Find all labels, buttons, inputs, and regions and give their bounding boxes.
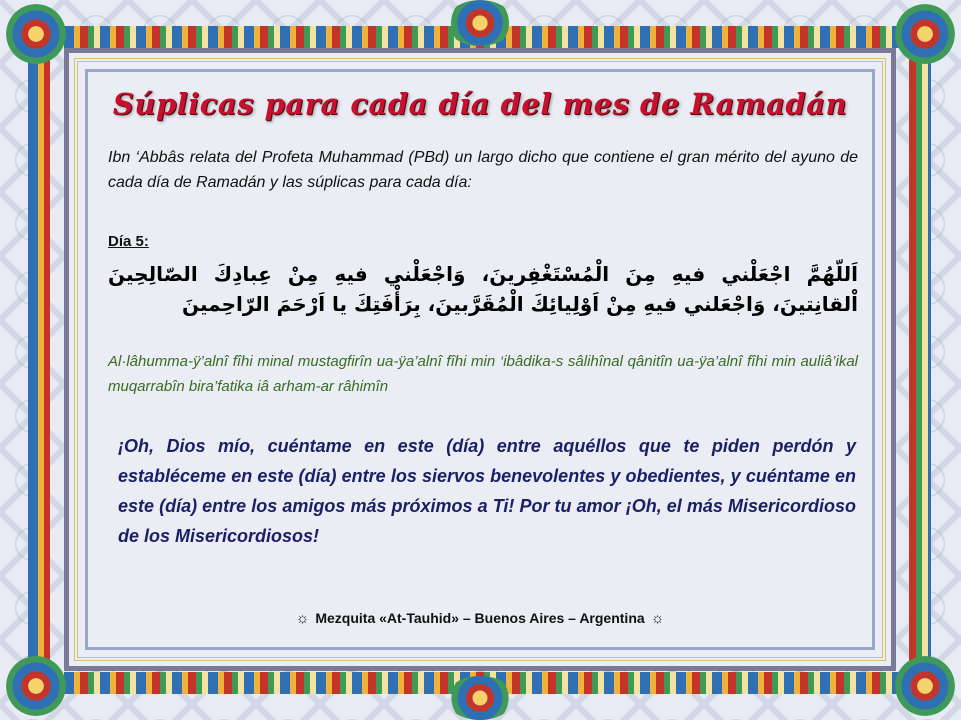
corner-ornament-bottom-left bbox=[6, 656, 66, 716]
corner-ornament-top-right bbox=[895, 4, 955, 64]
transliteration-text: Al·lâhumma-ÿ’alnî fîhi minal mustagfirîn ua-ÿa’alnî fîhi min ‘ibâdika-s sâlihînal qânitîn ua-ÿa’alnî fîhi min auliâ’ikal muqarrabîn bira’fatika iâ arham-ar râhimîn bbox=[108, 353, 858, 395]
corner-ornament-bottom-right bbox=[895, 656, 955, 716]
intro-text: Ibn ‘Abbâs relata del Profeta Muhammad (PBd) un largo dicho que contiene el gran mérito del ayuno de cada día de Ramadán y las súplicas para cada día: bbox=[108, 149, 858, 191]
sun-icon: ☼ bbox=[295, 610, 310, 627]
sun-icon: ☼ bbox=[650, 610, 665, 627]
corner-ornament-top-left bbox=[6, 4, 66, 64]
footer bbox=[69, 610, 891, 627]
arabic-supplication: اَللّهُمَّ اجْعَلْني فيهِ مِنَ الْمُسْتَغْفِرينَ، وَاجْعَلْني فيهِ مِنْ عِبادِكَ الصّالِحِينَ اْلقانِتينَ، وَاجْعَلني فيهِ مِنْ اَوْلِيائِكَ الْمُقَرَّبينَ، بِرَأْفَتِكَ يا اَرْحَمَ الرّاحِمينَ bbox=[108, 262, 858, 316]
top-center-ornament bbox=[446, 0, 514, 46]
translation-text: ¡Oh, Dios mío, cuéntame en este (día) entre aquéllos que te piden perdón y establéceme en este (día) entre los siervos benevolentes y obedientes, y cuéntame en este (día) entre los amigos más próximos a Ti! Por tu amor ¡Oh, el más Misericordioso de los Misericordiosos! bbox=[118, 436, 856, 546]
content-panel bbox=[64, 48, 896, 671]
footer-text: Mezquita «At-Tauhid» – Buenos Aires – Argentina bbox=[315, 610, 645, 626]
bottom-center-ornament bbox=[446, 676, 514, 720]
day-label: Día 5: bbox=[108, 233, 149, 250]
page-title: Súplicas para cada día del mes de Ramadán bbox=[112, 87, 848, 121]
